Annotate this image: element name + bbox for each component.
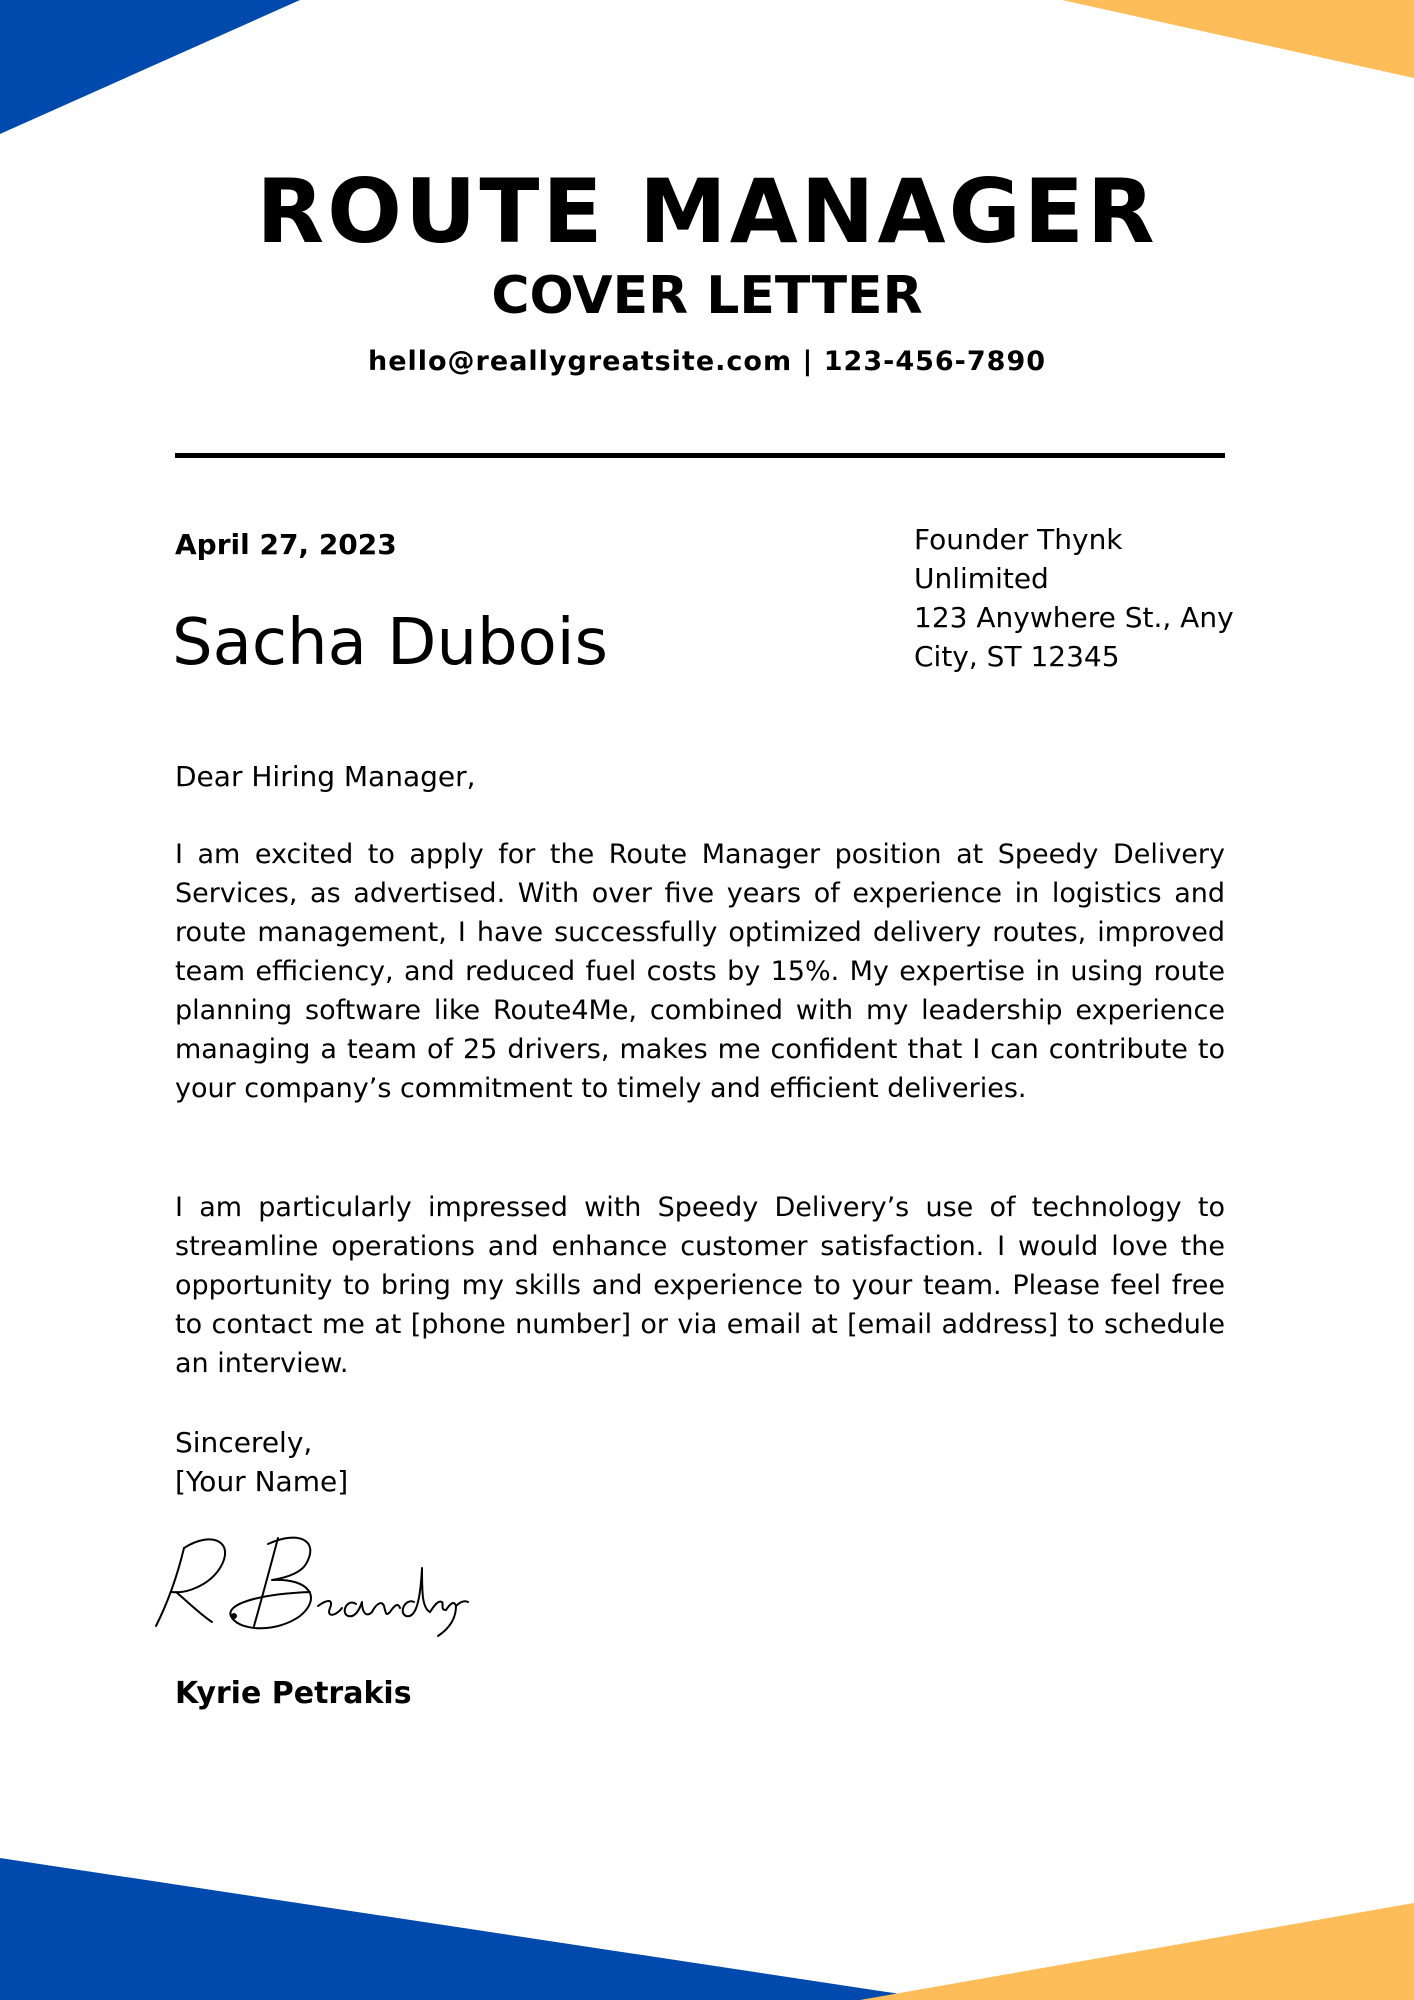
body-paragraph: I am particularly impressed with Speedy Delivery’s use of technology to streamline operations and enhance customer satisfaction. I would love the opportunity to bring my skills and experience to your team. Please feel free to contact me at [phone number] or via email at [email address] to schedule an interview. [175, 1192, 1225, 1379]
bottom-right-yellow-shape [860, 1903, 1414, 2000]
letter-date: April 27, 2023 [175, 528, 397, 561]
body-paragraph: I am excited to apply for the Route Manager position at Speedy Delivery Services, as advertised. With over five years of experience in logistics and route management, I have successfully optimized delivery routes, improved team efficiency, and reduced fuel costs by 15%. My expertise in using route planning software like Route4Me, combined with my leadership experience managing a team of 25 drivers, makes me confident that I can contribute to your company’s commitment to timely and efficient deliveries. [175, 839, 1225, 1104]
address-line: 123 Anywhere St., Any [914, 601, 1234, 634]
closing-block [175, 1423, 348, 1501]
document-title: ROUTE MANAGER [256, 160, 1158, 263]
header-divider [175, 453, 1225, 458]
address-line: Founder Thynk [914, 523, 1123, 556]
salutation: Dear Hiring Manager, [175, 760, 476, 793]
bottom-left-blue-shape [0, 1858, 940, 2000]
handwritten-signature [150, 1528, 470, 1638]
address-line: City, ST 12345 [914, 640, 1120, 673]
recipient-address [914, 520, 1244, 676]
closing-phrase: Sincerely, [175, 1426, 313, 1459]
document-subtitle: COVER LETTER [491, 266, 923, 326]
top-right-yellow-triangle [1062, 0, 1414, 78]
top-left-blue-triangle [0, 0, 300, 134]
recipient-name: Sacha Dubois [172, 606, 608, 680]
signer-name: Kyrie Petrakis [175, 1676, 412, 1711]
contact-line: hello@reallygreatsite.com | 123-456-7890 [367, 346, 1047, 377]
address-line: Unlimited [914, 562, 1049, 595]
closing-name: [Your Name] [175, 1465, 349, 1498]
